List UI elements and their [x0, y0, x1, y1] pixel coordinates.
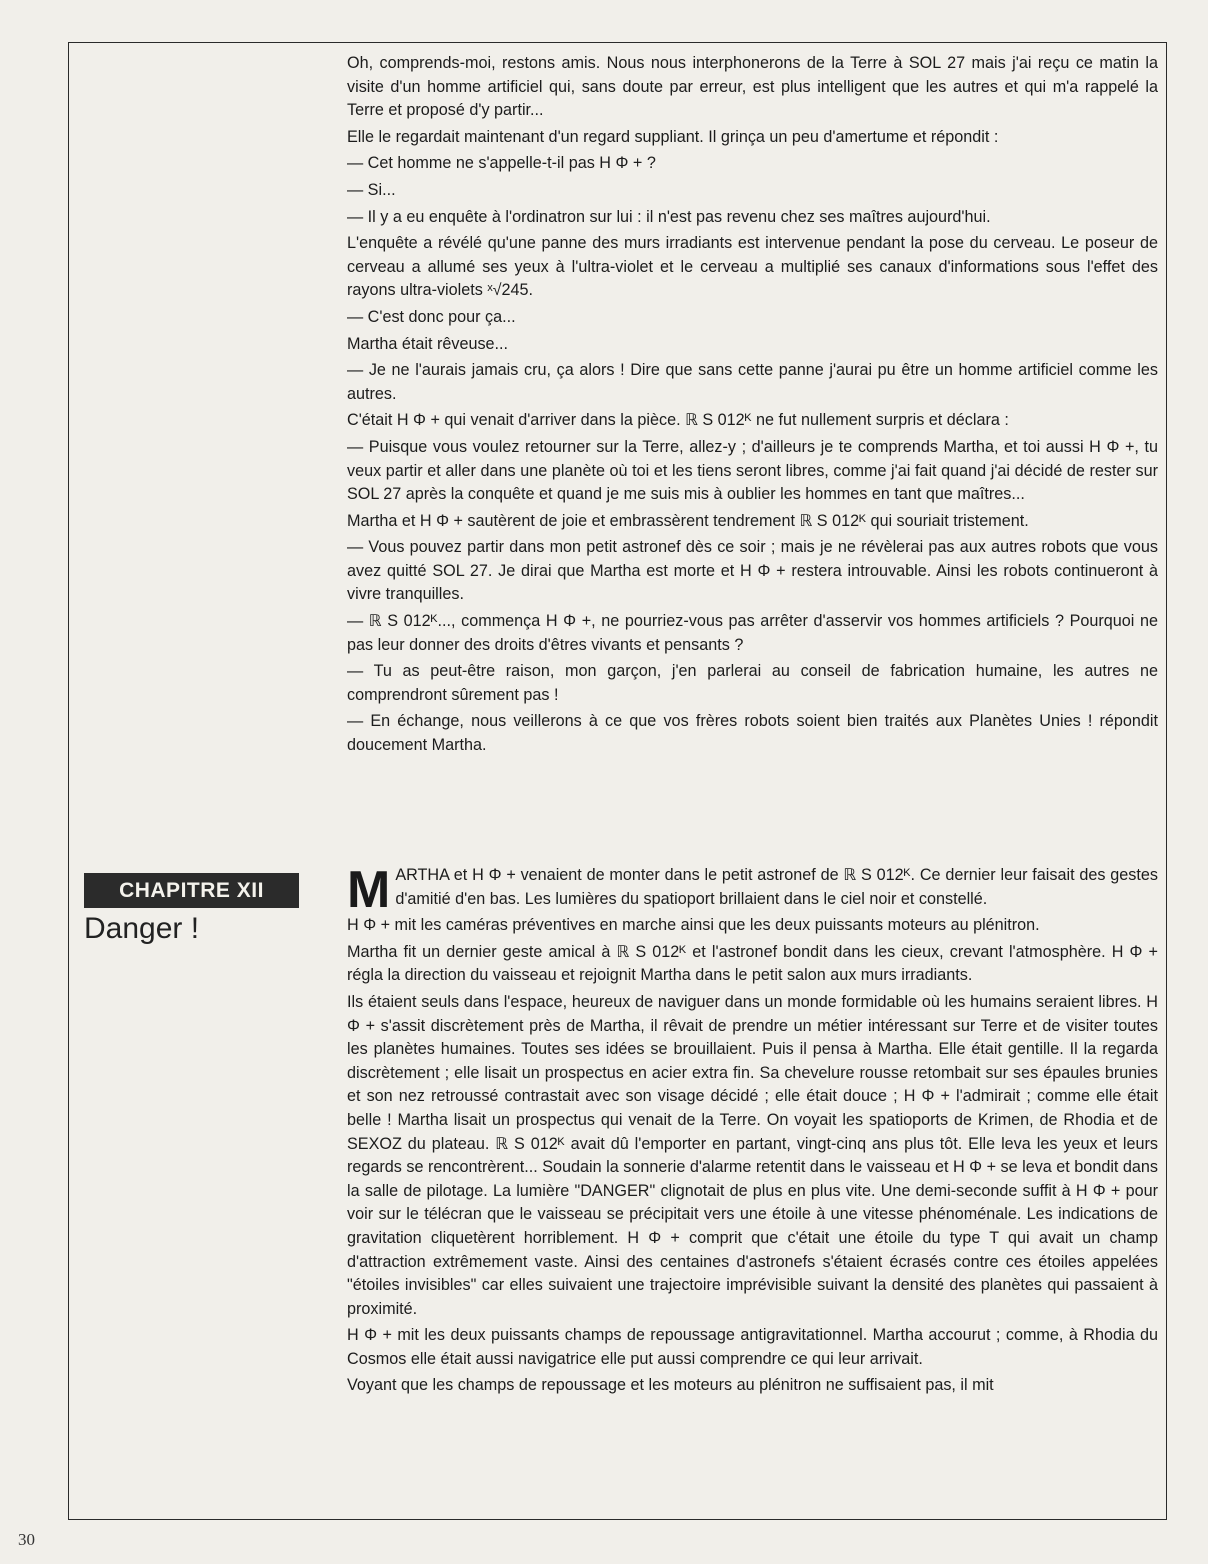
paragraph: Ils étaient seuls dans l'espace, heureux de naviguer dans un monde formidable où les humains seraient libres. H Φ + s'assit discrètement près de Martha, il rêvait de prendre un métier intéressant sur Terre et de visiter toutes les planètes humaines. Toutes ses idées se brouillaient. Puis il pensa à Martha. Elle était gentille. Il la regarda discrètement ; elle lisait un prospectus en acier extra fin. Sa chevelure rousse retombait sur ses épaules brunies et son nez retroussé contrastait avec son visage décidé ; elle était douce ; H Φ + l'admirait ; comme elle était belle ! Martha lisait un prospectus qui venait de la Terre. On voyait les spatioports de Krimen, de Rhodia et de SEXOZ du plateau. ℝ S 012ᴷ avait dû l'emporter en partant, vingt-cinq ans plus tôt. Elle leva les yeux et leurs regards se rencontrèrent... Soudain la sonnerie d'alarme retentit dans le vaisseau et H Φ + se leva et bondit dans la salle de pilotage. La lumière "DANGER" clignotait de plus en plus vite. Une demi-seconde suffit à H Φ + pour voir sur le télécran que le vaisseau se précipitait vers une étoile à une vitesse phénoménale. Les indications de gravitation cliquetèrent horriblement. H Φ + comprit que c'était une étoile du type T qui avait un champ d'attraction extrêmement vaste. Ainsi des centaines d'astronefs s'étaient écrasés contre ces étoiles appelées "étoiles invisibles" car elles suivaient une trajectoire imprévisible suivant la densité des planètes qui passaient à proximité. — [347, 992, 1159, 1318]
dialogue-line: — C'est donc pour ça... — [347, 307, 516, 326]
paragraph: Elle le regardait maintenant d'un regard suppliant. Il grinça un peu d'amertume et répondit : — [347, 127, 999, 146]
page-number: 30 — [18, 1530, 35, 1549]
dialogue-line: — Je ne l'aurais jamais cru, ça alors ! Dire que sans cette panne j'aurai pu être un homme artificiel comme les autres. — [347, 361, 1158, 403]
drop-cap: M — [347, 861, 391, 919]
chapter-title: Danger ! — [84, 912, 200, 945]
upper-text-column — [347, 52, 1158, 761]
opening-paragraph — [347, 861, 1158, 919]
paragraph: Voyant que les champs de repoussage et les moteurs au plénitron ne suffisaient pas, il mit — [347, 1376, 994, 1395]
paragraph: Martha était rêveuse... — [347, 334, 509, 353]
dialogue-line: — Vous pouvez partir dans mon petit astronef dès ce soir ; mais je ne révèlerai pas aux autres robots que vous avez quitté SOL 27. Je dirai que Martha est morte et H Φ + restera introuvable. Ainsi les robots continueront à vivre tranquilles. — [347, 538, 1158, 604]
paragraph: Oh, comprends-moi, restons amis. Nous nous interphonerons de la Terre à SOL 27 mais j'ai reçu ce matin la visite d'un homme artificiel qui, sans doute par erreur, est plus intelligent que les autres et qui m'a rappelé la Terre et proposé d'y partir... — [347, 54, 1158, 120]
dialogue-line: — Cet homme ne s'appelle-t-il pas H Φ + ? — [347, 154, 656, 173]
paragraph: Martha et H Φ + sautèrent de joie et embrassèrent tendrement ℝ S 012ᴷ qui souriait tristement. — [347, 511, 1029, 530]
dialogue-line: — Puisque vous voulez retourner sur la Terre, allez-y ; d'ailleurs je te comprends Martha, et toi aussi H Φ +, tu veux partir et aller dans une planète où toi et les tiens seront libres, comme j'ai fait quand j'ai décidé de rester sur SOL 27 après la conquête et quand je me suis mis à oublier les hommes en tant que maîtres... — [347, 437, 1158, 504]
dialogue-line: — ℝ S 012ᴷ..., commença H Φ +, ne pourriez-vous pas arrêter d'asservir vos hommes artificiels ? Pourquoi ne pas leur donner des droits d'êtres vivants et pensants ? — [347, 612, 1158, 654]
opening-paragraph-text: ARTHA et H Φ + venaient de monter dans le petit astronef de ℝ S 012ᴷ. Ce dernier leur faisait des gestes d'amitié d'en bas. Les lumières du spatioport brillaient dans le ciel noir et constellé. — [395, 866, 1158, 908]
paragraph: Martha fit un dernier geste amical à ℝ S 012ᴷ et l'astronef bondit dans les cieux, crevant l'atmosphère. H Φ + régla la direction du vaisseau et rejoignit Martha dans le petit salon aux murs irradiants. — [347, 942, 1158, 985]
dialogue-line: — Si... — [347, 180, 396, 199]
paragraph: H Φ + mit les deux puissants champs de repoussage antigravitationnel. Martha accourut ; comme, à Rhodia du Cosmos elle était aussi navigatrice elle put aussi comprendre ce qui leur arrivait. — [347, 1326, 1158, 1368]
dialogue-line: — Il y a eu enquête à l'ordinatron sur lui : il n'est pas revenu chez ses maîtres aujourd'hui. — [347, 207, 991, 226]
chapter-label: CHAPITRE XII — [84, 873, 299, 908]
paragraph: C'était H Φ + qui venait d'arriver dans la pièce. ℝ S 012ᴷ ne fut nullement surpris et déclara : — [347, 411, 1009, 430]
paragraph: L'enquête a révélé qu'une panne des murs irradiants est intervenue pendant la pose du cerveau. Le poseur de cerveau a allumé ses yeux à l'ultra-violet et le cerveau a multiplié ses canaux d'informations sous l'effet des rayons ultra-violets ˣ√245. — [347, 234, 1158, 300]
lower-text-column — [347, 861, 1159, 1401]
dialogue-line: — Tu as peut-être raison, mon garçon, j'en parlerai au conseil de fabrication humaine, les autres ne comprendront sûrement pas ! — [347, 662, 1158, 704]
dialogue-line: — En échange, nous veillerons à ce que vos frères robots soient bien traités aux Planètes Unies ! répondit doucement Martha. — [347, 712, 1158, 755]
paragraph: H Φ + mit les caméras préventives en marche ainsi que les deux puissants moteurs au plénitron. — [347, 916, 1040, 935]
